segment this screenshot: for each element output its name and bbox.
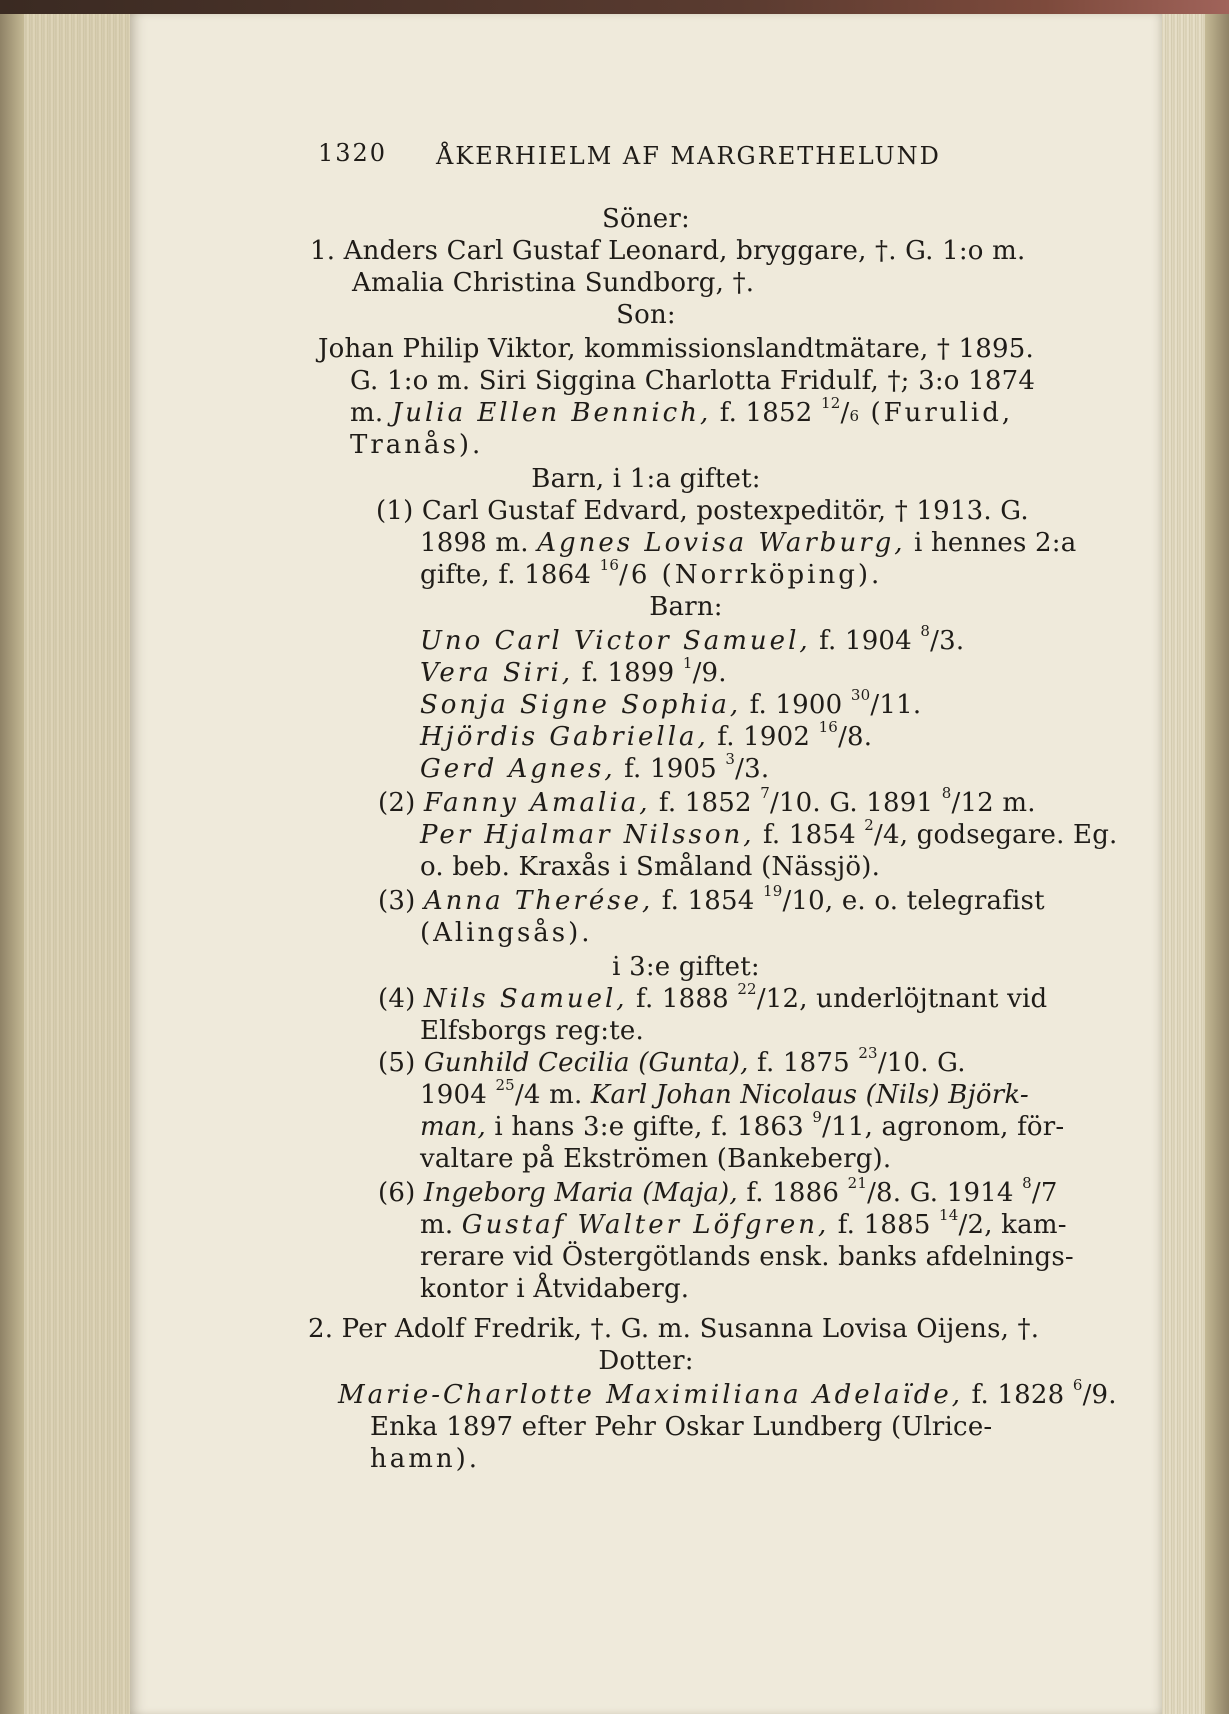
entry-line: (5) Gunhild Cecilia (Gunta), f. 1875 $^{23}$/10. G.: [378, 1044, 966, 1078]
entry-line: gifte, f. 1864 $^{16}$/6 (Norrköping).: [420, 556, 883, 590]
heading-giftet: i 3:e giftet:: [612, 952, 760, 982]
entry-line: G. 1:o m. Siri Siggina Charlotta Fridulf, †; 3:o 1874: [350, 366, 1036, 396]
entry-line: Elfsborgs reg:te.: [420, 1016, 644, 1046]
entry-line: (3) Anna Therése, f. 1854 $^{19}$/10, e. o. telegrafist: [378, 882, 1045, 916]
entry-line: (Alingsås).: [420, 918, 593, 948]
heading-barn: Barn, i 1:a giftet:: [531, 464, 761, 494]
entry-line: Tranås).: [350, 430, 484, 460]
entry-line: o. beb. Kraxås i Småland (Nässjö).: [420, 852, 881, 882]
entry-line: (2) Fanny Amalia, f. 1852 $^7$/10. G. 1891 $^8$/12 m.: [378, 784, 1036, 818]
entry-line: 2. Per Adolf Fredrik, †. G. m. Susanna Lovisa Oijens, †.: [308, 1314, 1040, 1344]
entry-line: 1904 $^{25}$/4 m. Karl Johan Nicolaus (Nils) Björk-: [420, 1076, 1029, 1110]
entry-line: kontor i Åtvidaberg.: [420, 1274, 690, 1304]
entry-line: man, i hans 3:e gifte, f. 1863 $^9$/11, agronom, för-: [420, 1108, 1065, 1142]
page: [130, 14, 1162, 1714]
entry-line: 1898 m. Agnes Lovisa Warburg, i hennes 2:a: [420, 528, 1077, 558]
right-stack-shadow: [1205, 14, 1229, 1714]
entry-line: Marie-Charlotte Maximiliana Adelaïde, f. 1828 $^6$/9.: [338, 1376, 1117, 1410]
heading-soner: Söner:: [602, 204, 690, 234]
entry-line: (6) Ingeborg Maria (Maja), f. 1886 $^{21}$/8. G. 1914 $^8$/7: [378, 1174, 1058, 1208]
entry-line: Amalia Christina Sundborg, †.: [352, 268, 755, 298]
entry-line: (1) Carl Gustaf Edvard, postexpeditör, † 1913. G.: [376, 496, 1029, 526]
child-line: Gerd Agnes, f. 1905 $^3$/3.: [420, 750, 770, 784]
running-head: ÅKERHIELM AF MARGRETHELUND: [436, 142, 941, 170]
entry-line: (4) Nils Samuel, f. 1888 $^{22}$/12, underlöjtnant vid: [378, 980, 1048, 1014]
child-line: Sonja Signe Sophia, f. 1900 $^{30}$/11.: [420, 686, 922, 720]
entry-line: hamn).: [370, 1444, 481, 1474]
page-number: 1320: [318, 139, 388, 167]
heading-barn-2: Barn:: [649, 592, 723, 622]
entry-line: rerare vid Östergötlands ensk. banks afdelnings-: [420, 1242, 1074, 1272]
child-line: Hjördis Gabriella, f. 1902 $^{16}$/8.: [420, 718, 873, 752]
entry-line: m. Gustaf Walter Löfgren, f. 1885 $^{14}$/2, kam-: [420, 1206, 1067, 1240]
left-stack-shadow: [0, 14, 24, 1714]
entry-line: Johan Philip Viktor, kommissionslandtmätare, † 1895.: [318, 334, 1034, 364]
child-line: Uno Carl Victor Samuel, f. 1904 $^8$/3.: [420, 622, 965, 656]
heading-dotter: Dotter:: [598, 1346, 694, 1376]
entry-line: 1. Anders Carl Gustaf Leonard, bryggare, †. G. 1:o m.: [310, 236, 1026, 266]
heading-son: Son:: [616, 300, 676, 330]
entry-line: m. Julia Ellen Bennich, f. 1852 $^{12}$/6 (Furulid,: [350, 394, 1014, 428]
child-line: Vera Siri, f. 1899 $^1$/9.: [420, 654, 727, 688]
entry-line: Enka 1897 efter Pehr Oskar Lundberg (Ulrice-: [370, 1412, 993, 1442]
entry-line: valtare på Ekströmen (Bankeberg).: [420, 1144, 892, 1174]
entry-line: Per Hjalmar Nilsson, f. 1854 $^2$/4, godsegare. Eg.: [420, 816, 1118, 850]
